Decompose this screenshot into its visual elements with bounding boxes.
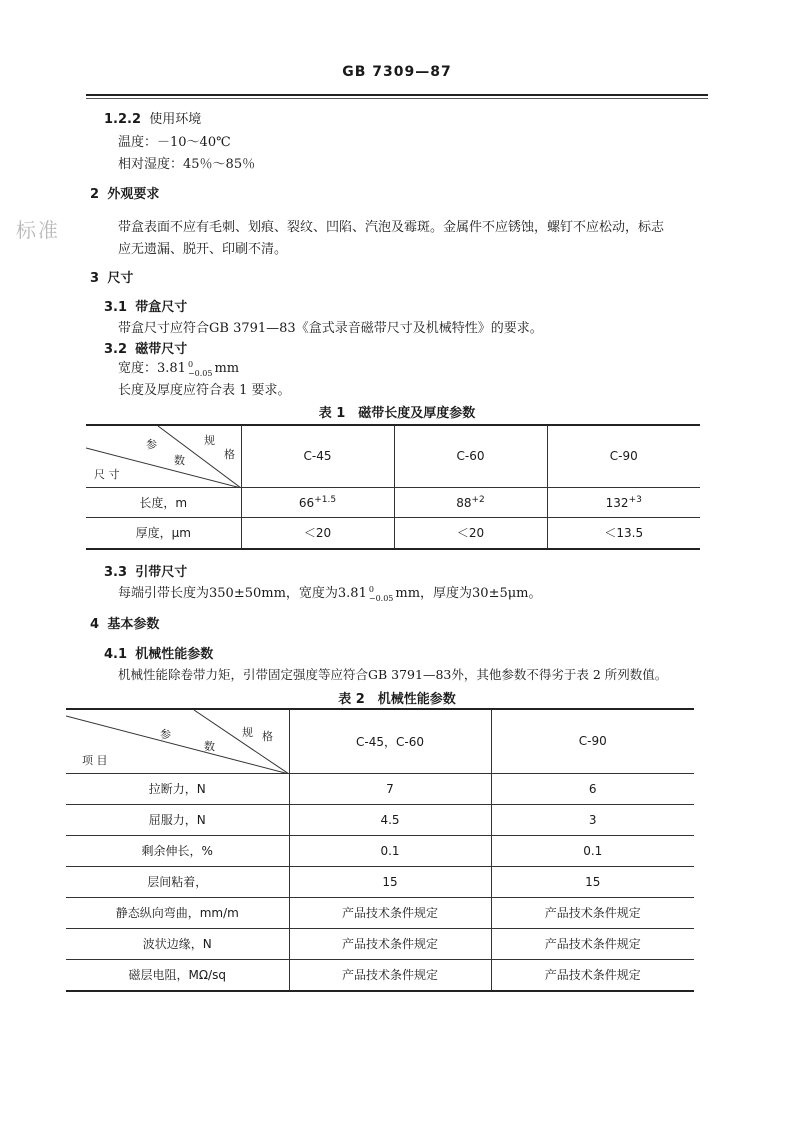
table-cell: 产品技术条件规定 [289,959,491,991]
width-value: 宽度：3.81 [118,361,186,376]
table-2 [66,708,694,992]
table-cell: ＜20 [241,517,394,549]
header-rule-thick [86,94,708,96]
section-number: 3.3 [104,565,128,580]
diag-label-ge: 格 [224,448,235,461]
section-title: 机械性能参数 [135,647,214,662]
section-number: 4.1 [104,647,128,662]
table-row [66,866,694,897]
mechanical-text: 机械性能除卷带力矩，引带固定强度等应符合GB 3791—83外，其他参数不得劣于表 2 所列数值。 [118,667,668,682]
section-number: 3.2 [104,342,128,357]
section-title: 带盒尺寸 [135,300,188,315]
table-cell: 产品技术条件规定 [491,928,694,959]
table-2-diagonal-header [66,709,289,773]
table-1-col-header: C-90 [547,425,700,487]
diag-label-can: 参 [160,728,171,741]
section-title: 基本参数 [107,617,160,632]
section-3-3-heading [104,561,187,580]
table-2-col-header: C-90 [491,709,694,773]
row-label: 波状边缘，N [66,928,289,959]
table-cell: 产品技术条件规定 [289,928,491,959]
section-4-heading [90,613,159,632]
length-thickness-note: 长度及厚度应符合表 1 要求。 [118,383,291,398]
section-number: 4 [90,617,100,632]
table-cell: $132^{+3}$ [547,487,700,517]
humidity-line: 相对湿度：45％～85％ [118,157,256,172]
cassette-size-text: 带盒尺寸应符合GB 3791—83《盒式录音磁带尺寸及机械特性》的要求。 [118,321,543,336]
document-header-code: GB 7309—87 [342,64,452,80]
diag-label-chicun: 尺 寸 [94,468,120,481]
tape-width-line [118,357,239,378]
row-label: 长度，m [86,487,241,517]
table-row [66,928,694,959]
diag-label-shu: 数 [204,740,215,753]
table-cell: 0.1 [289,835,491,866]
table-row [86,517,700,549]
diag-label-gui: 规 [204,434,215,447]
diag-label-xiangmu: 项 目 [82,754,108,767]
table-row [66,804,694,835]
section-title: 引带尺寸 [135,565,188,580]
table-1 [86,424,700,550]
table-row [66,959,694,991]
section-title: 外观要求 [107,187,160,202]
diag-label-ge: 格 [262,730,273,743]
table-cell: 产品技术条件规定 [491,897,694,928]
section-number: 2 [90,187,100,202]
row-label: 层间粘着， [66,866,289,897]
temperature-line: 温度：－10～40℃ [118,135,231,150]
table-cell: 产品技术条件规定 [289,897,491,928]
table-cell: 6 [491,773,694,804]
row-label: 拉断力，N [66,773,289,804]
table-cell: 3 [491,804,694,835]
table-1-col-header: C-45 [241,425,394,487]
table-2-col-header: C-45，C-60 [289,709,491,773]
section-number: 3.1 [104,300,128,315]
section-number: 3 [90,271,100,286]
section-3-1-heading [104,296,187,315]
row-label: 静态纵向弯曲，mm/m [66,897,289,928]
table-1-caption: 表 1 磁带长度及厚度参数 [318,406,476,421]
table-cell: ＜13.5 [547,517,700,549]
table-cell: 15 [289,866,491,897]
section-3-2-heading [104,338,187,357]
leader-width-tolerance: 0 −0.05 [368,584,394,603]
width-unit: mm [214,361,240,376]
table-cell: 产品技术条件规定 [491,959,694,991]
row-label: 屈服力，N [66,804,289,835]
section-1-2-2-heading [104,108,201,127]
stamp-watermark: 标准 [16,218,60,242]
row-label: 厚度，μm [86,517,241,549]
row-label: 磁层电阻，MΩ/sq [66,959,289,991]
diag-label-can: 参 [146,438,157,451]
appearance-text-line-1: 带盒表面不应有毛刺、划痕、裂纹、凹陷、汽泡及霉斑。金属件不应锈蚀，螺钉不应松动，标志 [118,220,665,235]
table-cell: 7 [289,773,491,804]
section-2-heading [90,183,159,202]
leader-size-text: 每端引带长度为350±50mm，宽度为3.81 0 −0.05 mm，厚度为30±5μm。 [118,584,542,603]
row-label: 剩余伸长，% [66,835,289,866]
section-title: 尺寸 [107,271,134,286]
table-row [86,487,700,517]
table-cell: 4.5 [289,804,491,835]
section-4-1-heading [104,643,213,662]
section-number: 1.2.2 [104,112,142,127]
table-2-caption: 表 2 机械性能参数 [338,692,456,707]
diag-label-gui: 规 [242,726,253,739]
table-1-col-header: C-60 [394,425,547,487]
header-rule-thin [86,98,708,99]
table-row [66,897,694,928]
table-cell: 0.1 [491,835,694,866]
section-title: 使用环境 [149,112,202,127]
table-cell: $88^{+2}$ [394,487,547,517]
table-cell: 15 [491,866,694,897]
table-cell: $66^{+1.5}$ [241,487,394,517]
table-row [66,773,694,804]
table-cell: ＜20 [394,517,547,549]
diag-label-shu: 数 [174,454,185,467]
appearance-text-line-2: 应无遗漏、脱开、印刷不清。 [118,242,288,257]
section-title: 磁带尺寸 [135,342,188,357]
table-row [66,835,694,866]
table-1-diagonal-header [86,425,241,487]
section-3-heading [90,267,133,286]
width-tolerance: 0 −0.05 [187,359,213,378]
